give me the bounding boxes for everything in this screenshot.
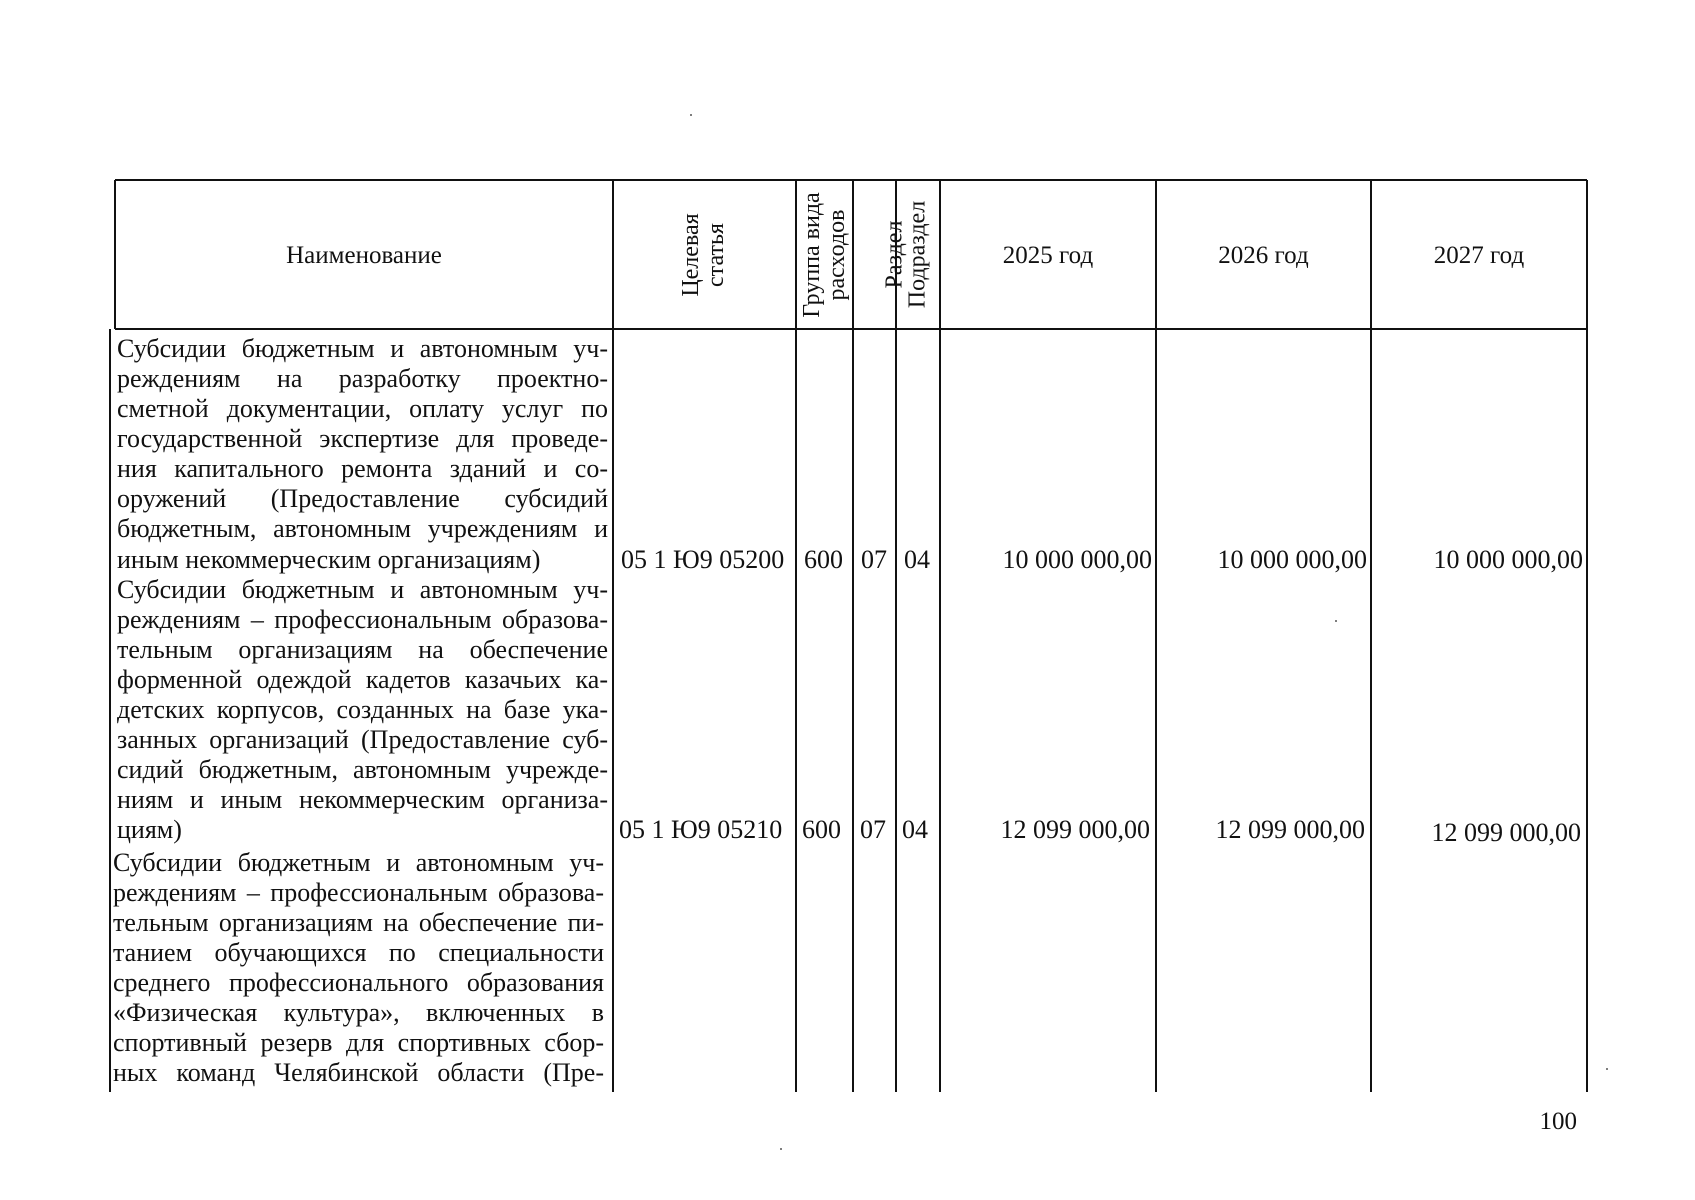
row2-target-article: 05 1 Ю9 05210 [619, 815, 783, 844]
row2-2027: 12 099 000,00 [1431, 818, 1581, 847]
header-target-article-line1: Целевая [678, 213, 704, 297]
row2-desc-line: тельным организациям на обеспечение [117, 635, 608, 664]
row3-desc-line: тельным организациям на обеспечение пи- [113, 908, 604, 937]
row3-desc-line: «Физическая культура», включенных в [113, 998, 604, 1027]
row1-desc-line: Субсидии бюджетным и автономным уч- [117, 334, 608, 363]
row2-subsection: 04 [902, 815, 928, 844]
header-expense-group [800, 180, 850, 330]
row3-desc-line: спортивный резерв для спортивных сбор- [113, 1028, 604, 1057]
row1-desc-line: ния капитального ремонта зданий и со- [117, 454, 608, 483]
row2-desc-line: реждениям – профессиональным образова- [117, 605, 608, 634]
row1-subsection: 04 [904, 545, 930, 574]
row1-desc-line: государственной экспертизе для проведе- [117, 424, 608, 453]
row3-desc-line: танием обучающихся по специальности [113, 938, 604, 967]
header-target-article-line2: статья [703, 223, 729, 287]
row1-desc-line: оружений (Предоставление субсидий [117, 484, 608, 513]
row1-2026: 10 000 000,00 [1217, 545, 1367, 574]
row1-target-article: 05 1 Ю9 05200 [621, 545, 785, 574]
header-subsection: Подраздел [904, 200, 931, 309]
row2-desc-line: ниям и иным некоммерческим организа- [117, 785, 608, 814]
row1-2025: 10 000 000,00 [1002, 545, 1152, 574]
row1-desc-line: сметной документации, оплату услуг по [117, 394, 608, 423]
row3-desc-line: среднего профессионального образования [113, 968, 604, 997]
row1-desc-line: реждениям на разработку проектно- [117, 364, 608, 393]
row2-section: 07 [860, 815, 886, 844]
row2-expense-group: 600 [802, 815, 841, 844]
header-section: Раздел [881, 220, 908, 289]
header-2027: 2027 год [1433, 242, 1525, 269]
row2-desc-line: детских корпусов, созданных на базе ука- [117, 695, 608, 724]
row2-2025: 12 099 000,00 [1000, 815, 1150, 844]
row1-section: 07 [861, 545, 887, 574]
row2-desc-line: сидий бюджетным, автономным учрежде- [117, 755, 608, 784]
header-name: Наименование [286, 242, 442, 269]
row2-desc-line: занных организаций (Предоставление суб- [117, 725, 608, 754]
header-expense-group-line2: расходов [824, 209, 850, 301]
header-2025: 2025 год [1002, 242, 1094, 269]
header-target-article [679, 180, 729, 330]
header-2026: 2026 год [1218, 242, 1309, 269]
header-expense-group-line1: Группа вида [799, 192, 825, 318]
page-number: 100 [1539, 1108, 1577, 1135]
row2-desc-line: циям) [117, 815, 182, 844]
row2-desc-line: форменной одеждой кадетов казачьих ка- [117, 665, 608, 694]
row2-2026: 12 099 000,00 [1215, 815, 1365, 844]
row1-desc-line: иным некоммерческим организациям) [117, 545, 541, 574]
row3-desc-line: реждениям – профессиональным образова- [113, 878, 604, 907]
row3-desc-line: Субсидии бюджетным и автономным уч- [113, 848, 604, 877]
row1-desc-line: бюджетным, автономным учреждениям и [117, 514, 608, 543]
row1-2027: 10 000 000,00 [1433, 545, 1583, 574]
row1-expense-group: 600 [804, 545, 843, 574]
row2-desc-line: Субсидии бюджетным и автономным уч- [117, 575, 608, 604]
row3-desc-line: ных команд Челябинской области (Пре- [113, 1058, 604, 1087]
